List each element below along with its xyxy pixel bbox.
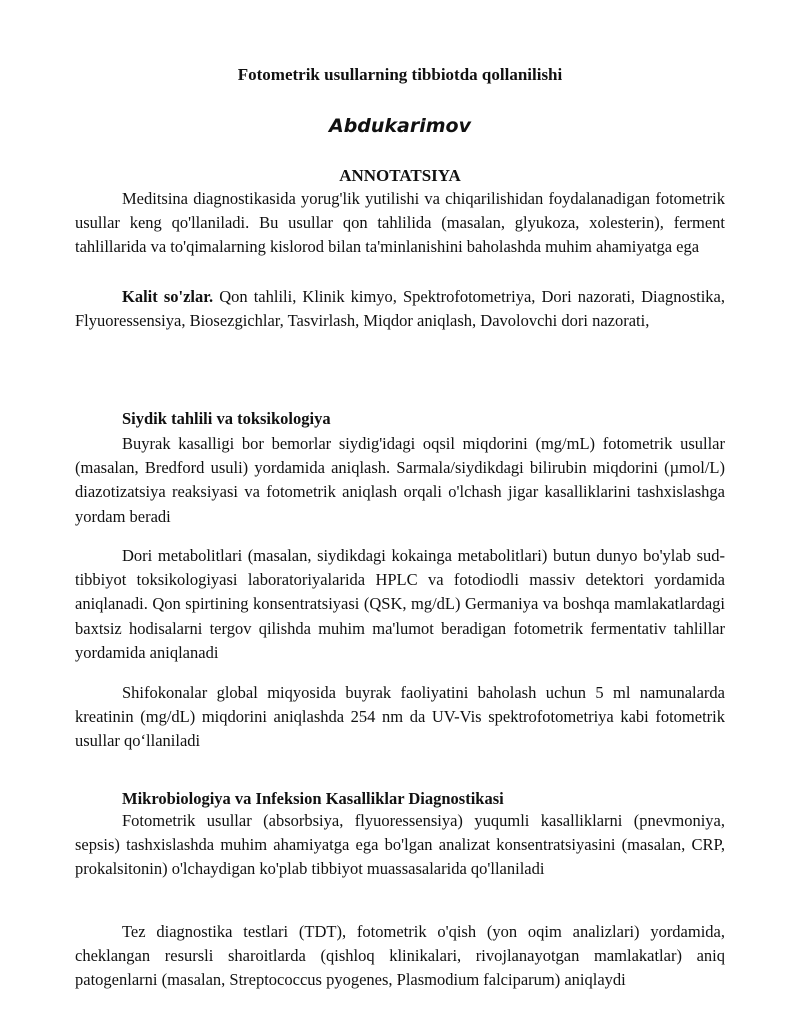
document-title: Fotometrik usullarning tibbiotda qollanilishi: [237, 65, 563, 84]
microbiology-paragraph-2: Tez diagnostika testlari (TDT), fotometrik o'qish (yon oqim analizlari) yordamida, cheklangan resursli sharoitlarda (qishloq klinikalari, rivojlanayotgan mamlakatlar) aniq patogenlarni (masalan, Streptococcus pyogenes, Plasmodium falciparum) aniqlaydi: [75, 922, 725, 990]
urinalysis-paragraph-2: Dori metabolitlari (masalan, siydikdagi kokainga metabolitlari) butun dunyo bo'ylab sud-tibbiyot toksikologiyasi laboratoriyalarida HPLC va fotodiodli massiv detektori yordamida aniqlanadi. Qon spirtining konsentratsiyasi (QSK, mg/dL) Germaniya va boshqa mamlakatlardagi baxtsiz hodisalarni tergov qilishda muhim ma'lumot beradigan fotometrik fermentativ tahlillar yordamida aniqlanadi: [75, 546, 725, 662]
author-name: Abdukarimov: [328, 115, 471, 137]
keywords-label: Kalit so'zlar.: [122, 287, 214, 306]
annotation-heading: ANNOTATSIYA: [339, 166, 461, 185]
urinalysis-paragraph-3: Shifokonalar global miqyosida buyrak faoliyatini baholash uchun 5 ml namunalarda kreatinin (mg/dL) miqdorini aniqlashda 254 nm da UV-Vis spektrofotometriya kabi fotometrik usullar qo‘llaniladi: [75, 683, 725, 751]
microbiology-paragraph-1: Fotometrik usullar (absorbsiya, flyuoressensiya) yuqumli kasalliklarni (pnevmoniya, sepsis) tashxislashda muhim ahamiyatga ega bo'lgan analizat konsentratsiyasini (masalan, CRP, prokalsitonin) o'lchaydigan ko'plab tibbiyot muassasalarida qo'llaniladi: [75, 811, 725, 879]
keywords-paragraph: [75, 285, 725, 333]
section-heading-urinalysis: Siydik tahlili va toksikologiya: [122, 409, 331, 428]
keywords-text: Qon tahlili, Klinik kimyo, Spektrofotometriya, Dori nazorati, Diagnostika, Flyuoressensiya, Biosezgichlar, Tasvirlash, Miqdor aniqlash, Davolovchi dori nazorati,: [75, 287, 725, 331]
section-heading-microbiology: Mikrobiologiya va Infeksion Kasalliklar Diagnostikasi: [122, 789, 504, 808]
urinalysis-paragraph-1: Buyrak kasalligi bor bemorlar siydig'idagi oqsil miqdorini (mg/mL) fotometrik usullar (masalan, Bredford usuli) yordamida aniqlash. Sarmala/siydikdagi bilirubin miqdorini (µmol/L) diazotizatsiya reaksiyasi va fotometrik aniqlash orqali o'lchash jigar kasalliklarini tashxislashga yordam beradi: [75, 434, 725, 526]
annotation-paragraph: Meditsina diagnostikasida yorug'lik yutilishi va chiqarilishidan foydalanadigan fotometrik usullar keng qo'llaniladi. Bu usullar qon tahlilida (masalan, glyukoza, xolesterin), ferment tahlillarida va to'qimalarning kislorod bilan ta'minlanishini baholashda muhim ahamiyatga ega: [75, 189, 725, 257]
